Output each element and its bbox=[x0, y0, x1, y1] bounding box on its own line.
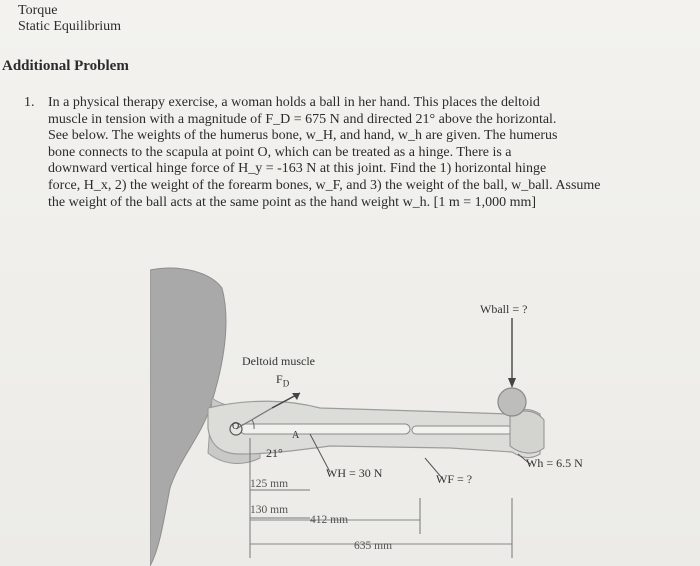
label-dim-412: 412 mm bbox=[310, 514, 349, 526]
label-deltoid: Deltoid muscle bbox=[242, 354, 315, 368]
label-fd: $F_D$ bbox=[276, 372, 290, 389]
label-w-hand: Wh = 6.5 N bbox=[526, 456, 583, 470]
section-title: Additional Problem bbox=[2, 58, 129, 74]
problem-line: In a physical therapy exercise, a woman holds a ball in her hand. This places the deltoid bbox=[48, 95, 540, 110]
problem-line: downward vertical hinge force of H_y = -163 N at this joint. Find the 1) horizontal hinge bbox=[48, 161, 547, 177]
hand-shape bbox=[510, 411, 544, 453]
label-dim-635: 635 mm bbox=[354, 540, 393, 552]
problem-line: force, H_x, 2) the weight of the forearm bones, w_F, and 3) the weight of the ball, w_ball. Assume bbox=[48, 177, 601, 193]
label-point-a: A bbox=[292, 430, 300, 441]
label-point-o: O bbox=[232, 421, 240, 432]
label-angle: 21° bbox=[266, 446, 283, 460]
header-torque: Torque bbox=[18, 3, 58, 18]
header-static-equilibrium: Static Equilibrium bbox=[18, 19, 122, 34]
problem-line: muscle in tension with a magnitude of F_D = 675 N and directed 21° above the horizontal. bbox=[48, 111, 557, 127]
arm-drawing bbox=[150, 258, 690, 566]
problem-number: 1. bbox=[24, 95, 35, 110]
w-ball-arrowhead bbox=[508, 378, 516, 388]
label-w-forearm: WF = ? bbox=[436, 472, 473, 486]
problem-line: bone connects to the scapula at point O, which can be treated as a hinge. There is a bbox=[48, 144, 512, 160]
forearm-bone bbox=[412, 426, 512, 434]
problem-text bbox=[48, 95, 698, 211]
label-w-ball: Wball = ? bbox=[480, 302, 528, 316]
ball-shape bbox=[498, 388, 526, 416]
problem-line: See below. The weights of the humerus bone, w_H, and hand, w_h are given. The humerus bbox=[48, 128, 558, 144]
label-dim-125: 125 mm bbox=[250, 478, 289, 490]
problem-line: the weight of the ball acts at the same point as the hand weight w_h. [1 m = 1,000 mm] bbox=[48, 194, 537, 210]
humerus-bone bbox=[240, 424, 410, 434]
label-dim-130: 130 mm bbox=[250, 504, 289, 516]
arm-diagram bbox=[150, 258, 690, 566]
label-w-humerus: WH = 30 N bbox=[326, 466, 383, 480]
